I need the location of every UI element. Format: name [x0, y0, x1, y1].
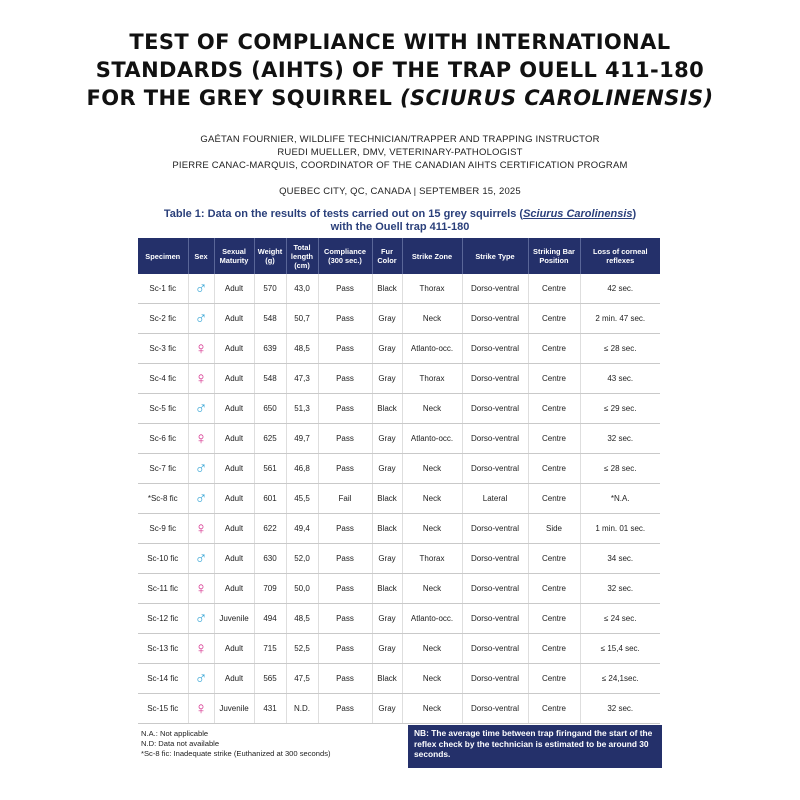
table-cell: Dorso-ventral	[462, 424, 528, 454]
title-line-3	[0, 84, 800, 112]
table-cell: Adult	[214, 574, 254, 604]
table-cell: Sc-6 fic	[138, 424, 188, 454]
table-cell: 32 sec.	[580, 694, 660, 724]
table-cell: Neck	[402, 304, 462, 334]
male-symbol-icon: ♂	[194, 399, 208, 418]
table-cell: Pass	[318, 394, 372, 424]
table-cell	[188, 634, 214, 664]
table-cell: 715	[254, 634, 286, 664]
table-row	[138, 364, 660, 394]
table-cell	[188, 604, 214, 634]
table-cell: 48,5	[286, 604, 318, 634]
table-cell: Sc-7 fic	[138, 454, 188, 484]
table-cell: Black	[372, 514, 402, 544]
table-cell	[188, 574, 214, 604]
table-cell: Gray	[372, 424, 402, 454]
table-cell: Pass	[318, 424, 372, 454]
table-cell: Sc-10 fic	[138, 544, 188, 574]
table-cell: 46,8	[286, 454, 318, 484]
table-row	[138, 484, 660, 514]
table-cell	[188, 544, 214, 574]
title-species: (SCIURUS CAROLINENSIS)	[400, 86, 714, 110]
table-row	[138, 604, 660, 634]
note-na: N.A.: Not applicable	[141, 729, 209, 738]
table-cell: Pass	[318, 604, 372, 634]
table-cell: 650	[254, 394, 286, 424]
table-cell: 2 min. 47 sec.	[580, 304, 660, 334]
table-cell: Thorax	[402, 274, 462, 304]
table-cell: Adult	[214, 364, 254, 394]
table-row	[138, 514, 660, 544]
table-notes	[141, 729, 401, 759]
female-symbol-icon: ♀	[194, 579, 208, 598]
table-cell: Dorso-ventral	[462, 604, 528, 634]
table-cell: Gray	[372, 694, 402, 724]
table-cell: Neck	[402, 634, 462, 664]
title-line-1: TEST OF COMPLIANCE WITH INTERNATIONAL	[129, 30, 671, 54]
table-cell: Gray	[372, 634, 402, 664]
table-cell: Centre	[528, 454, 580, 484]
table-cell: Neck	[402, 394, 462, 424]
results-table	[138, 238, 660, 724]
table-cell: ≤ 28 sec.	[580, 454, 660, 484]
table-cell	[188, 484, 214, 514]
table-cell: 630	[254, 544, 286, 574]
female-symbol-icon: ♀	[194, 519, 208, 538]
male-symbol-icon: ♂	[194, 549, 208, 568]
table-cell: Black	[372, 574, 402, 604]
table-cell: 45,5	[286, 484, 318, 514]
table-cell: Sc-15 fic	[138, 694, 188, 724]
table-cell: Sc-5 fic	[138, 394, 188, 424]
table-cell: *Sc-8 fic	[138, 484, 188, 514]
table-row	[138, 634, 660, 664]
caption-line-2: with the Ouell trap 411-180	[330, 221, 470, 233]
table-cell: Adult	[214, 484, 254, 514]
table-cell: Centre	[528, 604, 580, 634]
column-header: Strike Zone	[402, 238, 462, 274]
female-symbol-icon: ♀	[194, 429, 208, 448]
table-cell: 548	[254, 304, 286, 334]
table-cell: 32 sec.	[580, 424, 660, 454]
table-cell: Centre	[528, 634, 580, 664]
table-cell: 34 sec.	[580, 544, 660, 574]
table-cell: Gray	[372, 364, 402, 394]
table-cell: 565	[254, 664, 286, 694]
note-nd: N.D: Data not available	[141, 739, 220, 748]
table-cell: Dorso-ventral	[462, 394, 528, 424]
author-line: GAÉTAN FOURNIER, WILDLIFE TECHNICIAN/TRAPPER AND TRAPPING INSTRUCTOR	[200, 134, 600, 145]
male-symbol-icon: ♂	[194, 609, 208, 628]
table-caption	[0, 208, 800, 234]
table-cell: Lateral	[462, 484, 528, 514]
table-cell: Pass	[318, 694, 372, 724]
table-cell	[188, 334, 214, 364]
table-cell: Sc-4 fic	[138, 364, 188, 394]
caption-species: Sciurus Carolinensis	[523, 208, 633, 220]
table-cell: 570	[254, 274, 286, 304]
table-body	[138, 274, 660, 724]
note-sc8: *Sc-8 fic: Inadequate strike (Euthanized at 300 seconds)	[141, 749, 331, 758]
table-cell: Black	[372, 484, 402, 514]
table-cell: ≤ 15,4 sec.	[580, 634, 660, 664]
table-cell	[188, 424, 214, 454]
table-cell: 431	[254, 694, 286, 724]
table-cell: Neck	[402, 484, 462, 514]
table-cell: Dorso-ventral	[462, 454, 528, 484]
table-cell: Dorso-ventral	[462, 544, 528, 574]
column-header: Sexual Maturity	[214, 238, 254, 274]
table-row	[138, 304, 660, 334]
table-cell: Sc-9 fic	[138, 514, 188, 544]
table-cell: Adult	[214, 334, 254, 364]
table-row	[138, 544, 660, 574]
column-header: Weight (g)	[254, 238, 286, 274]
table-cell: Centre	[528, 334, 580, 364]
column-header: Specimen	[138, 238, 188, 274]
table-cell: 48,5	[286, 334, 318, 364]
table-cell: Dorso-ventral	[462, 334, 528, 364]
table-cell: 709	[254, 574, 286, 604]
table-cell: Dorso-ventral	[462, 304, 528, 334]
table-cell: Atlanto-occ.	[402, 604, 462, 634]
table-cell: 52,5	[286, 634, 318, 664]
table-cell: 47,3	[286, 364, 318, 394]
table-cell: Dorso-ventral	[462, 274, 528, 304]
table-cell	[188, 274, 214, 304]
table-cell: Black	[372, 274, 402, 304]
table-cell: Adult	[214, 664, 254, 694]
authors-block	[0, 133, 800, 172]
table-cell: Sc-3 fic	[138, 334, 188, 364]
table-cell: Centre	[528, 304, 580, 334]
table-cell: Thorax	[402, 364, 462, 394]
table-row	[138, 664, 660, 694]
table-cell: Sc-11 fic	[138, 574, 188, 604]
table-header-row	[138, 238, 660, 274]
table-cell: ≤ 24,1sec.	[580, 664, 660, 694]
nb-box: NB: The average time between trap firingand the start of the reflex check by the technician is estimated to be around 30 seconds.	[408, 725, 662, 768]
male-symbol-icon: ♂	[194, 279, 208, 298]
table-cell	[188, 514, 214, 544]
table-cell: 548	[254, 364, 286, 394]
table-cell: 42 sec.	[580, 274, 660, 304]
table-cell: Sc-1 fic	[138, 274, 188, 304]
table-cell: Adult	[214, 634, 254, 664]
title-line-3-prefix: FOR THE GREY SQUIRREL	[86, 86, 401, 110]
female-symbol-icon: ♀	[194, 339, 208, 358]
male-symbol-icon: ♂	[194, 489, 208, 508]
table-cell: Adult	[214, 514, 254, 544]
author-line: RUEDI MUELLER, DMV, VETERINARY-PATHOLOGIST	[277, 147, 523, 158]
table-cell	[188, 304, 214, 334]
table-cell: 639	[254, 334, 286, 364]
table-cell: Centre	[528, 394, 580, 424]
table-cell: 625	[254, 424, 286, 454]
table-cell: Adult	[214, 544, 254, 574]
table-cell: Centre	[528, 274, 580, 304]
table-cell: Centre	[528, 574, 580, 604]
table-cell: Thorax	[402, 544, 462, 574]
table-cell	[188, 454, 214, 484]
table-cell: Centre	[528, 694, 580, 724]
table-cell: Dorso-ventral	[462, 514, 528, 544]
table-cell: 51,3	[286, 394, 318, 424]
table-cell: Gray	[372, 544, 402, 574]
female-symbol-icon: ♀	[194, 639, 208, 658]
table-cell: Pass	[318, 274, 372, 304]
table-cell: Gray	[372, 604, 402, 634]
table-cell: Juvenile	[214, 604, 254, 634]
table-cell: ≤ 28 sec.	[580, 334, 660, 364]
table-cell: Adult	[214, 424, 254, 454]
table-cell: Fail	[318, 484, 372, 514]
table-cell: Pass	[318, 304, 372, 334]
column-header: Compliance (300 sec.)	[318, 238, 372, 274]
table-row	[138, 274, 660, 304]
table-cell: Centre	[528, 544, 580, 574]
column-header: Fur Color	[372, 238, 402, 274]
table-cell	[188, 394, 214, 424]
female-symbol-icon: ♀	[194, 699, 208, 718]
table-cell: Black	[372, 394, 402, 424]
table-cell: 622	[254, 514, 286, 544]
table-cell: 494	[254, 604, 286, 634]
table-cell: Sc-12 fic	[138, 604, 188, 634]
table-cell: Dorso-ventral	[462, 634, 528, 664]
table-cell	[188, 664, 214, 694]
column-header: Sex	[188, 238, 214, 274]
table-cell: Pass	[318, 334, 372, 364]
table-cell: Pass	[318, 544, 372, 574]
male-symbol-icon: ♂	[194, 669, 208, 688]
table-cell: 50,0	[286, 574, 318, 604]
table-cell: 601	[254, 484, 286, 514]
document-title	[0, 28, 800, 112]
table-cell: Adult	[214, 454, 254, 484]
table-cell: Side	[528, 514, 580, 544]
table-cell	[188, 364, 214, 394]
table-cell: Centre	[528, 664, 580, 694]
table-cell: 47,5	[286, 664, 318, 694]
column-header: Striking Bar Position	[528, 238, 580, 274]
table-cell: Black	[372, 664, 402, 694]
table-cell: Pass	[318, 634, 372, 664]
table-cell: Centre	[528, 424, 580, 454]
table-cell: Juvenile	[214, 694, 254, 724]
table-cell: Pass	[318, 454, 372, 484]
table-cell: Adult	[214, 394, 254, 424]
table-cell: Pass	[318, 664, 372, 694]
table-cell: Atlanto-occ.	[402, 424, 462, 454]
table-row	[138, 334, 660, 364]
table-cell: 561	[254, 454, 286, 484]
table-cell: Neck	[402, 574, 462, 604]
table-cell: Pass	[318, 574, 372, 604]
table-cell: 49,7	[286, 424, 318, 454]
table-row	[138, 424, 660, 454]
table-row	[138, 394, 660, 424]
table-row	[138, 694, 660, 724]
table-cell: Gray	[372, 304, 402, 334]
table-cell: Adult	[214, 274, 254, 304]
author-line: PIERRE CANAC-MARQUIS, COORDINATOR OF THE CANADIAN AIHTS CERTIFICATION PROGRAM	[172, 160, 628, 171]
table-cell: Dorso-ventral	[462, 694, 528, 724]
column-header: Loss of corneal reflexes	[580, 238, 660, 274]
caption-prefix: Table 1: Data on the results of tests carried out on 15 grey squirrels (	[163, 208, 524, 220]
table-cell: Dorso-ventral	[462, 574, 528, 604]
female-symbol-icon: ♀	[194, 369, 208, 388]
table-cell: Neck	[402, 514, 462, 544]
table-row	[138, 574, 660, 604]
table-cell: 32 sec.	[580, 574, 660, 604]
caption-suffix: )	[632, 208, 637, 220]
table-cell: Neck	[402, 694, 462, 724]
table-cell: Centre	[528, 364, 580, 394]
table-cell: 43 sec.	[580, 364, 660, 394]
table-cell: ≤ 24 sec.	[580, 604, 660, 634]
table-cell: 43,0	[286, 274, 318, 304]
table-cell: Gray	[372, 334, 402, 364]
table-cell: Neck	[402, 664, 462, 694]
table-cell: 49,4	[286, 514, 318, 544]
table-cell: Atlanto-occ.	[402, 334, 462, 364]
table-cell: Dorso-ventral	[462, 364, 528, 394]
caption-line-1	[0, 208, 800, 221]
table-cell: Adult	[214, 304, 254, 334]
column-header: Total length (cm)	[286, 238, 318, 274]
table-cell: Sc-2 fic	[138, 304, 188, 334]
table-cell: 50,7	[286, 304, 318, 334]
table-cell: Gray	[372, 454, 402, 484]
table-cell: Neck	[402, 454, 462, 484]
table-cell: Pass	[318, 514, 372, 544]
male-symbol-icon: ♂	[194, 309, 208, 328]
table-cell: Sc-14 fic	[138, 664, 188, 694]
table-cell: Dorso-ventral	[462, 664, 528, 694]
table-cell: ≤ 29 sec.	[580, 394, 660, 424]
table-cell: 1 min. 01 sec.	[580, 514, 660, 544]
table-row	[138, 454, 660, 484]
table-cell: N.D.	[286, 694, 318, 724]
title-line-2: STANDARDS (AIHTS) OF THE TRAP OUELL 411-180	[95, 58, 705, 82]
table-cell: Pass	[318, 364, 372, 394]
table-cell: Centre	[528, 484, 580, 514]
table-cell	[188, 694, 214, 724]
table-cell: *N.A.	[580, 484, 660, 514]
table-cell: Sc-13 fic	[138, 634, 188, 664]
male-symbol-icon: ♂	[194, 459, 208, 478]
dateline: QUEBEC CITY, QC, CANADA | SEPTEMBER 15, 2025	[279, 186, 521, 197]
table-cell: 52,0	[286, 544, 318, 574]
column-header: Strike Type	[462, 238, 528, 274]
